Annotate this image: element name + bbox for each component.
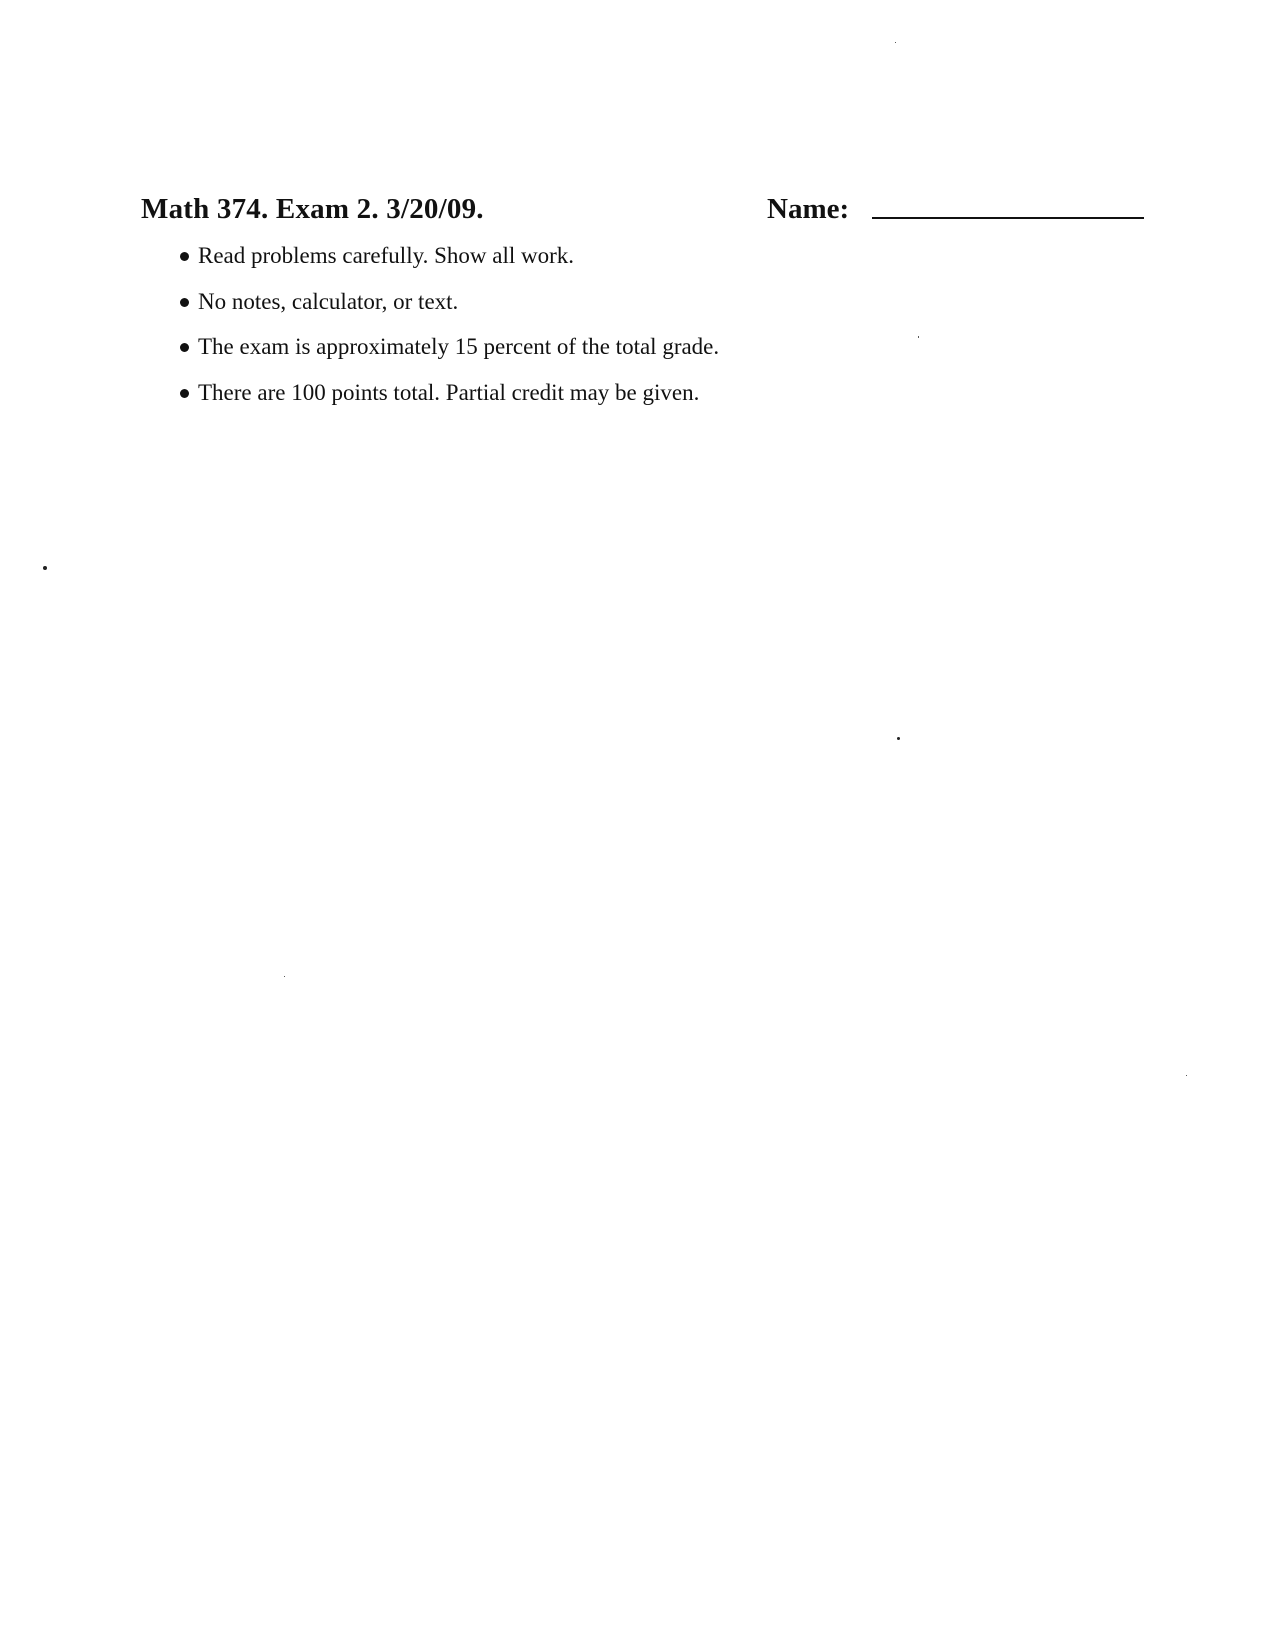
- instruction-item: [178, 242, 719, 269]
- bullet-icon: [180, 389, 189, 398]
- scan-speck: [1186, 1075, 1187, 1076]
- scan-speck: [897, 737, 900, 740]
- instruction-item: [178, 379, 719, 406]
- scan-speck: [895, 42, 896, 43]
- instruction-text: There are 100 points total. Partial credit may be given.: [198, 379, 700, 405]
- bullet-icon: [180, 343, 189, 352]
- name-field: [767, 193, 849, 226]
- instruction-text: Read problems carefully. Show all work.: [198, 243, 574, 268]
- name-blank-line: [872, 217, 1144, 219]
- scan-speck: [918, 336, 919, 338]
- instruction-item: [178, 288, 719, 315]
- instruction-text: The exam is approximately 15 percent of the total grade.: [198, 334, 720, 359]
- instruction-text: No notes, calculator, or text.: [198, 288, 459, 314]
- bullet-icon: [180, 252, 189, 261]
- name-label: Name:: [767, 193, 850, 225]
- scan-speck: [284, 976, 285, 977]
- bullet-icon: [180, 298, 189, 307]
- exam-title: Math 374. Exam 2. 3/20/09.: [141, 193, 484, 225]
- scan-speck: [43, 566, 47, 570]
- instructions-list: [178, 242, 719, 424]
- instruction-item: [178, 333, 719, 360]
